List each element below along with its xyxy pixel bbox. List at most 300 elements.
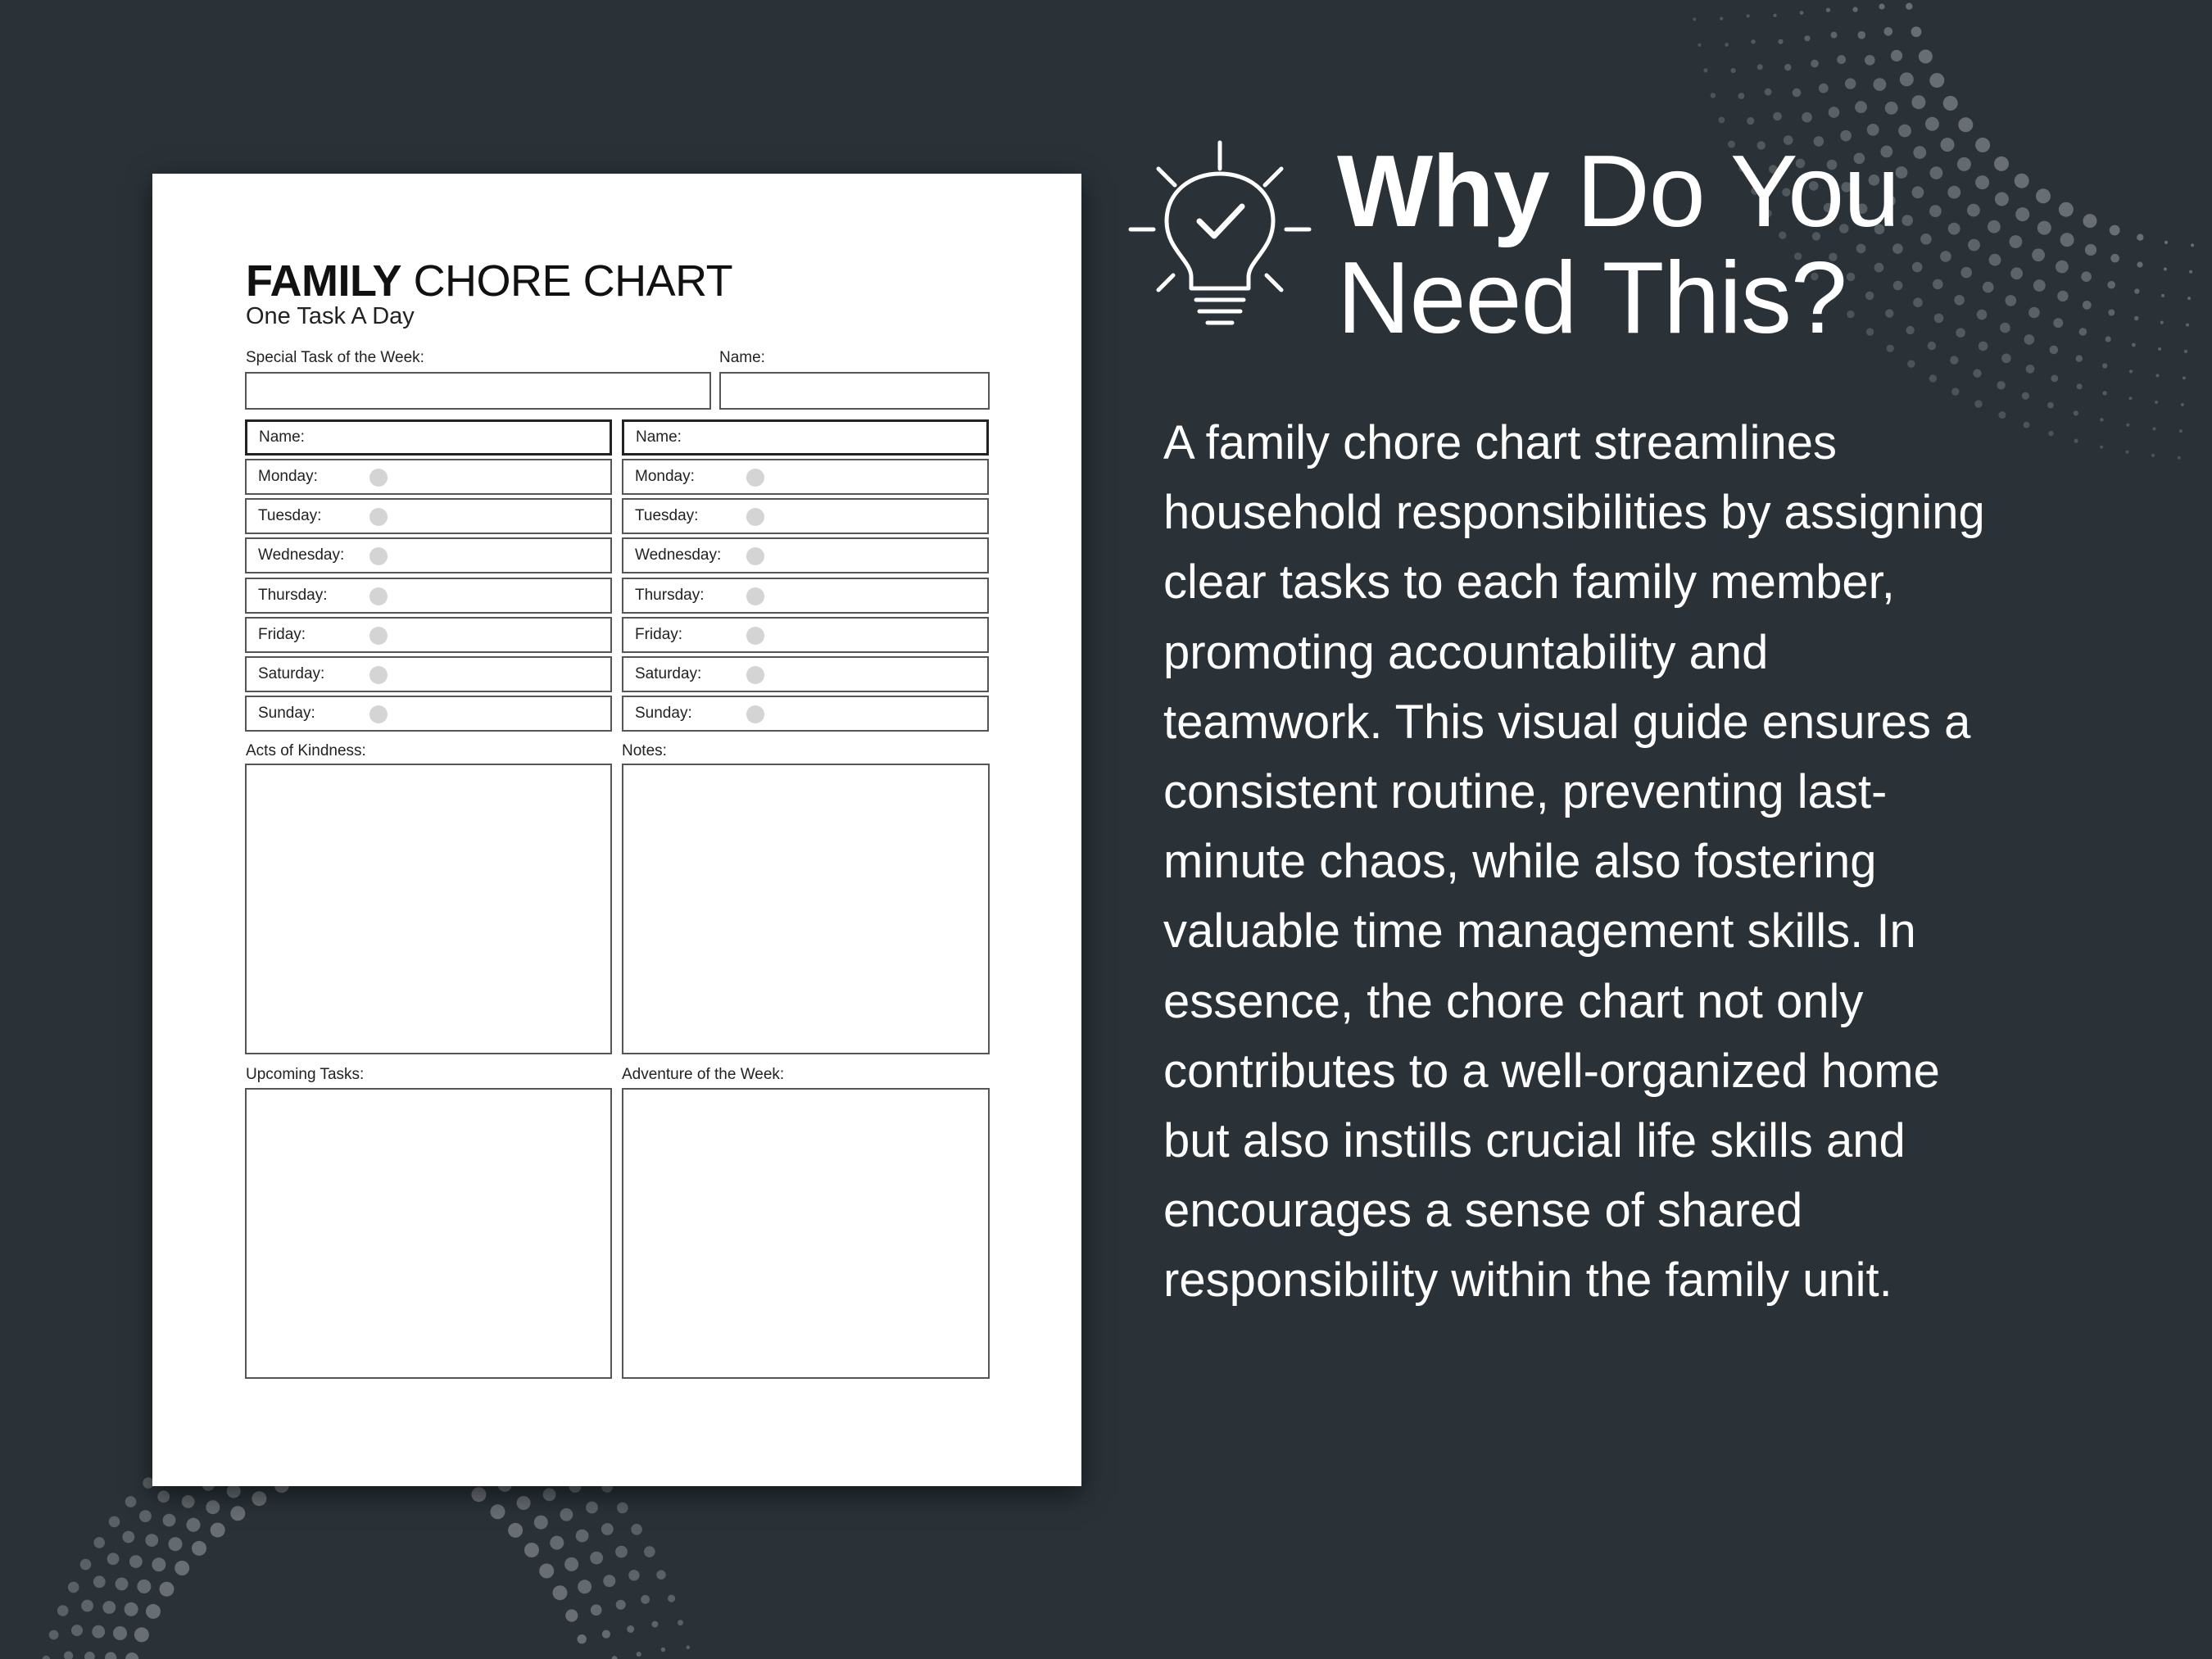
- decor-dot: [612, 1656, 618, 1659]
- chore-column-1: [245, 419, 612, 735]
- decor-dot: [152, 1557, 165, 1571]
- decor-dot: [1719, 117, 1725, 124]
- decor-dot: [539, 1564, 554, 1579]
- decor-dot: [1913, 146, 1926, 159]
- decor-dot: [122, 1531, 134, 1543]
- decor-dot: [1811, 60, 1819, 68]
- decor-dot: [1898, 125, 1911, 138]
- decor-dot: [601, 1523, 614, 1535]
- decor-dot: [2024, 334, 2035, 345]
- decor-dot: [656, 1571, 665, 1580]
- decor-dot: [206, 1500, 220, 1514]
- decor-dot: [2161, 294, 2164, 297]
- lightbulb-check-icon: [1127, 136, 1312, 341]
- name-field: [719, 372, 990, 410]
- decor-dot: [1831, 32, 1838, 39]
- decor-dot: [57, 1605, 69, 1616]
- decor-dot: [1802, 112, 1812, 123]
- decor-dot: [1919, 50, 1933, 64]
- decor-dot: [2158, 347, 2161, 351]
- decor-dot: [1800, 11, 1804, 15]
- decor-dot: [2056, 261, 2069, 274]
- decor-dot: [2100, 446, 2103, 449]
- decor-dot: [1929, 73, 1944, 88]
- day-row-tuesday: [245, 498, 612, 534]
- decor-dot: [2102, 363, 2107, 368]
- decor-dot: [661, 1648, 665, 1652]
- decor-dot: [1913, 297, 1923, 307]
- decor-dot: [1757, 64, 1763, 70]
- decor-dot: [2151, 454, 2155, 457]
- checkbox-circle: [746, 469, 764, 487]
- decor-dot: [524, 1543, 539, 1557]
- decor-dot: [644, 1546, 655, 1557]
- decor-dot: [1731, 68, 1736, 73]
- decor-dot: [1957, 157, 1971, 171]
- name-label: Name:: [719, 349, 765, 366]
- heading-line-2: Need This?: [1337, 242, 1847, 355]
- description-paragraph: A family chore chart streamlines household responsibilities by assigning clear tasks to each family member, promoting accountability and teamwork. This visual guide ensures a consistent routine, preventing last-minute chaos, while also fostering valuable time management skills. In essence, the chore chart not only contributes to a well-organized home but also instills crucial life skills and encourages a sense of shared responsibility within the family unit.: [1163, 416, 1985, 1308]
- decor-dot: [2129, 397, 2133, 400]
- decor-dot: [1774, 14, 1777, 17]
- checkbox-circle: [369, 587, 388, 605]
- decor-dot: [565, 1609, 578, 1621]
- decor-dot: [109, 1516, 120, 1528]
- decor-dot: [1885, 102, 1898, 115]
- day-label: Friday:: [258, 625, 306, 643]
- decor-dot: [2032, 248, 2045, 261]
- decor-dot: [2105, 336, 2111, 342]
- decor-dot: [1906, 3, 1912, 10]
- decor-dot: [2110, 225, 2120, 236]
- decor-dot: [169, 1537, 183, 1551]
- decor-dot: [578, 1580, 592, 1593]
- decor-dot: [2107, 281, 2115, 289]
- decor-dot: [1929, 205, 1942, 217]
- decor-dot: [2155, 401, 2158, 404]
- day-row-wednesday: [245, 537, 612, 573]
- decor-dot: [1884, 27, 1893, 36]
- day-label: Friday:: [635, 625, 683, 643]
- decor-dot: [2184, 350, 2187, 353]
- decor-dot: [1951, 388, 1959, 395]
- day-row-sunday: [245, 696, 612, 732]
- decor-dot: [43, 1656, 51, 1659]
- decor-dot: [1911, 95, 1925, 109]
- heading-rest: Do You: [1548, 135, 1900, 248]
- decor-dot: [1725, 43, 1729, 47]
- decor-dot: [1920, 233, 1932, 245]
- decor-dot: [80, 1559, 92, 1571]
- decor-dot: [134, 1627, 149, 1642]
- decor-dot: [1977, 310, 1988, 320]
- decor-dot: [628, 1570, 639, 1580]
- decor-dot: [1956, 328, 1965, 338]
- decor-dot: [2047, 402, 2054, 409]
- decor-dot: [560, 1508, 573, 1521]
- checkbox-circle: [746, 508, 764, 526]
- decor-dot: [543, 1488, 556, 1501]
- decor-dot: [2076, 356, 2083, 362]
- decor-dot: [125, 1652, 138, 1659]
- decor-dot: [2191, 243, 2194, 247]
- day-row-thursday: [245, 578, 612, 614]
- decor-dot: [1912, 262, 1923, 273]
- decor-dot: [1929, 374, 1937, 382]
- decor-dot: [615, 1546, 628, 1558]
- decor-dot: [1979, 342, 1988, 351]
- decor-dot: [2074, 439, 2078, 443]
- decor-dot: [137, 1580, 151, 1593]
- chore-chart-sheet: [152, 174, 1081, 1486]
- special-task-label: Special Task of the Week:: [246, 349, 424, 366]
- decor-dot: [1855, 101, 1867, 113]
- decor-dot: [2153, 427, 2156, 430]
- acts-of-kindness-box: [245, 764, 612, 1054]
- decor-dot: [2051, 375, 2058, 383]
- decor-dot: [1983, 282, 1994, 293]
- decor-dot: [637, 1652, 641, 1657]
- decor-dot: [2057, 291, 2068, 301]
- decor-dot: [576, 1530, 589, 1543]
- decor-dot: [627, 1625, 634, 1633]
- decor-dot: [1738, 93, 1745, 99]
- decor-dot: [2085, 244, 2096, 256]
- day-row-monday: [622, 459, 989, 495]
- decor-dot: [163, 1514, 176, 1527]
- day-label: Thursday:: [635, 586, 705, 604]
- notes-box: [622, 764, 990, 1054]
- decor-dot: [1960, 267, 1972, 279]
- decor-dot: [1988, 220, 2001, 233]
- decor-dot: [139, 1510, 152, 1522]
- decor-dot: [1997, 381, 2005, 389]
- decor-dot: [2100, 418, 2104, 422]
- decor-dot: [116, 1578, 129, 1591]
- day-label: Saturday:: [635, 664, 702, 682]
- decor-dot: [2164, 241, 2168, 244]
- decor-dot: [578, 1634, 587, 1643]
- decor-dot: [491, 1504, 505, 1519]
- decor-dot: [49, 1630, 59, 1640]
- decor-dot: [1975, 175, 1989, 189]
- decor-dot: [2160, 321, 2164, 324]
- decor-dot: [2000, 323, 2010, 333]
- section-heading: [1337, 135, 1900, 355]
- decor-dot: [2001, 354, 2011, 364]
- decor-dot: [1829, 107, 1840, 118]
- decor-dot: [2155, 374, 2159, 377]
- decor-dot: [1865, 55, 1875, 66]
- decor-dot: [508, 1523, 523, 1538]
- decor-dot: [2059, 202, 2074, 217]
- decor-dot: [1747, 15, 1750, 18]
- decor-dot: [517, 1496, 531, 1510]
- checkbox-circle: [369, 666, 388, 684]
- decor-dot: [1891, 50, 1902, 61]
- decor-dot: [2053, 318, 2063, 328]
- decor-dot: [1778, 39, 1783, 44]
- decor-dot: [1784, 64, 1791, 70]
- heading-line-1: [1337, 135, 1900, 248]
- decor-dot: [2186, 324, 2189, 327]
- decor-dot: [2129, 369, 2133, 373]
- decor-dot: [1973, 369, 1981, 378]
- decor-dot: [603, 1575, 615, 1587]
- day-label: Tuesday:: [635, 507, 699, 525]
- decor-dot: [471, 1487, 486, 1502]
- decor-dot: [2134, 288, 2139, 293]
- decor-dot: [2134, 316, 2138, 320]
- decor-dot: [145, 1534, 158, 1547]
- decor-dot: [146, 1604, 161, 1619]
- notes-label: Notes:: [622, 742, 667, 759]
- decor-dot: [2077, 383, 2083, 389]
- decor-dot: [1975, 138, 1990, 152]
- decor-dot: [617, 1503, 628, 1514]
- decor-dot: [2010, 235, 2023, 248]
- decor-dot: [125, 1602, 138, 1616]
- day-label: Wednesday:: [258, 546, 345, 564]
- decor-dot: [2164, 268, 2167, 271]
- decor-dot: [616, 1600, 626, 1610]
- decor-dot: [1902, 215, 1913, 226]
- decor-dot: [678, 1620, 683, 1625]
- decor-dot: [1907, 360, 1915, 368]
- day-label: Saturday:: [258, 664, 325, 682]
- decor-dot: [2102, 391, 2106, 395]
- adventure-label: Adventure of the Week:: [622, 1066, 785, 1083]
- decor-dot: [534, 1516, 548, 1530]
- checkbox-circle: [369, 705, 388, 723]
- decor-dot: [1703, 68, 1707, 72]
- decor-dot: [641, 1595, 650, 1604]
- decor-dot: [102, 1601, 116, 1614]
- checkbox-circle: [746, 666, 764, 684]
- day-label: Monday:: [635, 468, 695, 485]
- decor-dot: [1948, 223, 1960, 235]
- decor-dot: [668, 1595, 675, 1602]
- decor-dot: [2181, 403, 2184, 406]
- decor-dot: [550, 1536, 564, 1550]
- decor-dot: [187, 1518, 201, 1532]
- day-row-friday: [245, 617, 612, 653]
- upcoming-tasks-label: Upcoming Tasks:: [246, 1066, 365, 1083]
- checkbox-circle: [746, 705, 764, 723]
- decor-dot: [1958, 117, 1973, 132]
- decor-dot: [227, 1484, 241, 1498]
- decor-dot: [1995, 193, 2009, 206]
- decor-dot: [1698, 43, 1701, 47]
- day-row-thursday: [622, 578, 989, 614]
- decor-dot: [107, 1552, 120, 1565]
- decor-dot: [2108, 310, 2115, 316]
- decor-dot: [230, 1506, 245, 1521]
- checkbox-circle: [746, 627, 764, 645]
- chore-column-2: [622, 419, 989, 735]
- decor-dot: [1912, 186, 1924, 198]
- decor-dot: [1720, 17, 1723, 20]
- decor-dot: [2083, 301, 2092, 310]
- decor-dot: [1994, 156, 2009, 171]
- decor-dot: [1911, 26, 1922, 37]
- day-label: Wednesday:: [635, 546, 722, 564]
- special-task-field: [245, 372, 711, 410]
- decor-dot: [2010, 267, 2023, 279]
- chart-title: [246, 256, 732, 306]
- day-row-sunday: [622, 696, 989, 732]
- decor-dot: [1943, 96, 1958, 111]
- decor-dot: [1954, 295, 1965, 306]
- column-name-row: Name:: [245, 419, 612, 456]
- decor-dot: [1693, 18, 1696, 21]
- decor-dot: [2024, 422, 2030, 428]
- decor-dot: [1773, 112, 1782, 121]
- decor-dot: [2183, 376, 2186, 379]
- checkbox-circle: [746, 547, 764, 565]
- decor-dot: [1852, 7, 1857, 11]
- decor-dot: [93, 1575, 106, 1588]
- decor-dot: [2132, 343, 2136, 347]
- acts-of-kindness-label: Acts of Kindness:: [246, 742, 366, 759]
- decor-dot: [1845, 78, 1856, 88]
- column-name-row: Name:: [622, 419, 989, 456]
- decor-dot: [1933, 279, 1943, 290]
- decor-dot: [113, 1626, 127, 1640]
- decor-dot: [2050, 346, 2059, 355]
- decor-dot: [1941, 138, 1955, 152]
- decor-dot: [1711, 93, 1716, 97]
- adventure-box: [622, 1088, 990, 1379]
- decor-dot: [1826, 8, 1830, 12]
- chart-title-bold: FAMILY: [246, 256, 402, 306]
- decor-dot: [602, 1630, 610, 1639]
- decor-dot: [2079, 328, 2087, 336]
- day-label: Sunday:: [258, 705, 315, 723]
- decor-dot: [2137, 234, 2143, 241]
- decor-dot: [64, 1652, 73, 1659]
- decor-dot: [1747, 117, 1754, 125]
- decor-dot: [1947, 186, 1960, 199]
- decor-dot: [2110, 254, 2119, 263]
- decor-dot: [71, 1625, 83, 1636]
- checkbox-circle: [369, 508, 388, 526]
- decor-dot: [2048, 431, 2053, 436]
- decor-dot: [2037, 221, 2051, 235]
- decor-dot: [1837, 55, 1846, 64]
- decor-dot: [105, 1652, 116, 1659]
- decor-dot: [2126, 451, 2129, 454]
- checkbox-circle: [369, 469, 388, 487]
- checkbox-circle: [369, 627, 388, 645]
- decor-dot: [2179, 429, 2183, 433]
- day-row-friday: [622, 617, 989, 653]
- decor-dot: [1765, 88, 1772, 96]
- decor-dot: [1793, 88, 1802, 97]
- decor-dot: [129, 1555, 143, 1568]
- decor-dot: [81, 1600, 93, 1612]
- decor-dot: [192, 1541, 206, 1556]
- day-label: Tuesday:: [258, 507, 322, 525]
- decor-dot: [564, 1557, 578, 1571]
- decor-dot: [2074, 410, 2078, 415]
- chart-subtitle: One Task A Day: [246, 303, 415, 329]
- decor-dot: [2083, 214, 2097, 228]
- decor-dot: [1858, 31, 1866, 39]
- decor-dot: [1967, 204, 1980, 217]
- decor-dot: [2126, 424, 2129, 427]
- decor-dot: [2187, 297, 2191, 300]
- decor-dot: [2028, 307, 2040, 319]
- day-row-saturday: [622, 656, 989, 692]
- decor-dot: [2060, 233, 2074, 247]
- decor-dot: [631, 1524, 642, 1535]
- decor-dot: [125, 1496, 137, 1507]
- decor-dot: [182, 1495, 195, 1508]
- decor-dot: [2015, 174, 2029, 188]
- decor-dot: [2189, 270, 2192, 274]
- decor-dot: [1819, 84, 1829, 93]
- checkbox-circle: [746, 587, 764, 605]
- decor-dot: [553, 1585, 568, 1600]
- decor-dot: [591, 1604, 602, 1616]
- decor-dot: [1968, 239, 1980, 252]
- day-row-saturday: [245, 656, 612, 692]
- decor-dot: [2036, 188, 2051, 203]
- day-label: Sunday:: [635, 705, 692, 723]
- decor-dot: [175, 1561, 189, 1575]
- decor-dot: [1906, 326, 1914, 334]
- day-label: Thursday:: [258, 586, 328, 604]
- decor-dot: [1989, 254, 2001, 266]
- decor-dot: [160, 1582, 175, 1597]
- decor-dot: [93, 1537, 105, 1548]
- chart-title-rest: CHORE CHART: [413, 256, 733, 306]
- decor-dot: [1900, 72, 1914, 86]
- upcoming-tasks-box: [245, 1088, 612, 1379]
- decor-dot: [157, 1490, 170, 1503]
- decor-dot: [2178, 456, 2181, 460]
- decor-dot: [2137, 261, 2142, 267]
- decor-dot: [590, 1552, 603, 1565]
- decor-dot: [2015, 207, 2029, 221]
- decor-dot: [1751, 39, 1755, 43]
- decor-dot: [92, 1625, 105, 1639]
- day-label: Monday:: [258, 468, 318, 485]
- decor-dot: [1928, 342, 1936, 350]
- decor-dot: [2006, 295, 2017, 306]
- decor-dot: [68, 1582, 79, 1593]
- decor-dot: [1940, 251, 1951, 262]
- decor-dot: [1950, 356, 1958, 364]
- decor-dot: [211, 1523, 225, 1538]
- day-row-monday: [245, 459, 612, 495]
- decor-dot: [1804, 35, 1810, 41]
- heading-bold: Why: [1337, 135, 1549, 248]
- decor-dot: [1934, 314, 1944, 324]
- decor-dot: [84, 1652, 95, 1659]
- decor-dot: [2033, 279, 2046, 292]
- decor-dot: [2081, 271, 2092, 282]
- decor-dot: [2026, 365, 2035, 374]
- checkbox-circle: [369, 547, 388, 565]
- day-row-wednesday: [622, 537, 989, 573]
- decor-dot: [2022, 392, 2029, 400]
- decor-dot: [252, 1491, 266, 1506]
- decor-dot: [651, 1621, 658, 1628]
- decor-dot: [1930, 166, 1943, 179]
- decor-dot: [1867, 124, 1879, 136]
